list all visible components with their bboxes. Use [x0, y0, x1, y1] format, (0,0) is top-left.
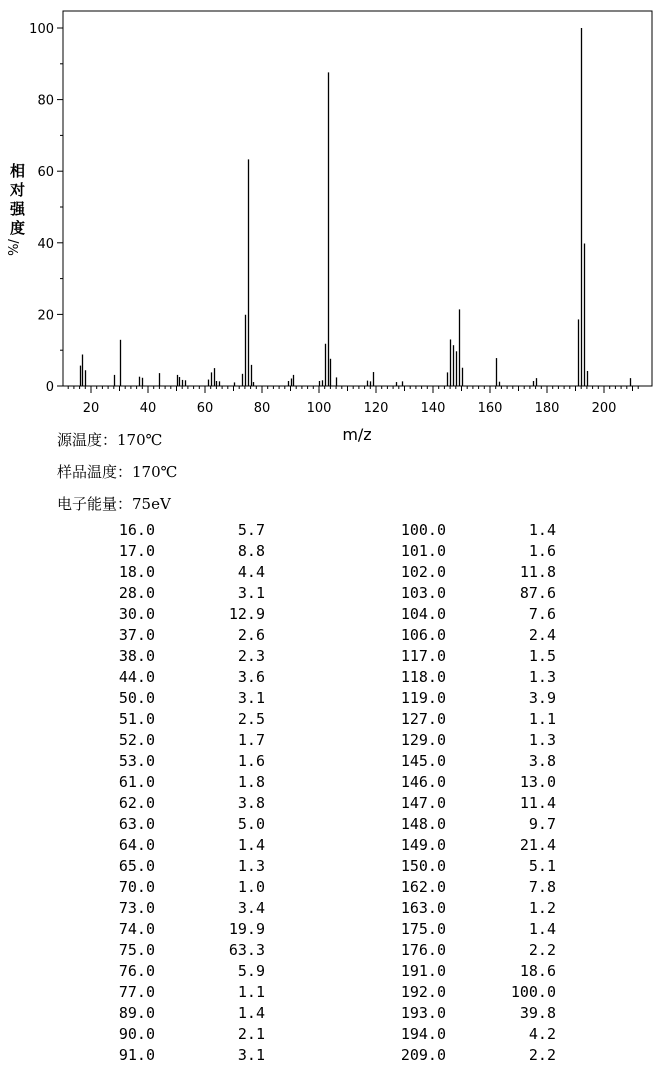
intensity-cell: 39.8 — [519, 1004, 556, 1022]
peak-table-row — [0, 835, 667, 856]
mz-cell: 209.0 — [400, 1046, 446, 1064]
y-axis-label-char: 对 — [10, 181, 26, 199]
intensity-cell: 1.1 — [528, 710, 556, 728]
mz-cell: 150.0 — [400, 857, 446, 875]
mz-cell: 106.0 — [400, 626, 446, 644]
mz-cell: 73.0 — [118, 899, 155, 917]
intensity-cell: 87.6 — [519, 584, 556, 602]
y-axis-unit: %/ — [6, 239, 22, 256]
mz-cell: 50.0 — [118, 689, 155, 707]
mz-cell: 102.0 — [400, 563, 446, 581]
mz-cell: 192.0 — [400, 983, 446, 1001]
peak-table-row — [0, 667, 667, 688]
intensity-cell: 8.8 — [237, 542, 265, 560]
mz-cell: 146.0 — [400, 773, 446, 791]
electron-energy-value: 75eV — [132, 495, 171, 513]
mz-cell: 53.0 — [118, 752, 155, 770]
intensity-cell: 2.1 — [237, 1025, 265, 1043]
x-axis-ticks — [68, 386, 638, 416]
y-tick-label: 80 — [37, 93, 54, 109]
x-axis-label: m/z — [342, 425, 372, 444]
peak-table-row — [0, 709, 667, 730]
intensity-cell: 13.0 — [519, 773, 556, 791]
y-tick-label: 0 — [45, 380, 54, 395]
intensity-cell: 18.6 — [519, 962, 556, 980]
peak-table-row — [0, 772, 667, 793]
sample-temperature-value: 170℃ — [132, 463, 178, 481]
mz-cell: 193.0 — [400, 1004, 446, 1022]
intensity-cell: 11.8 — [519, 563, 556, 581]
intensity-cell: 5.9 — [237, 962, 265, 980]
mz-cell: 101.0 — [400, 542, 446, 560]
peak-table-row — [0, 1045, 667, 1066]
electron-energy-label: 电子能量： — [57, 495, 133, 513]
peak-table-row — [0, 541, 667, 562]
x-tick-label: 160 — [477, 401, 503, 416]
intensity-cell: 100.0 — [510, 983, 556, 1001]
mz-cell: 104.0 — [400, 605, 446, 623]
mz-cell: 129.0 — [400, 731, 446, 749]
mz-cell: 76.0 — [118, 962, 155, 980]
peak-table-row — [0, 793, 667, 814]
intensity-cell: 1.4 — [528, 920, 556, 938]
source-temperature-label: 源温度： — [57, 431, 118, 449]
intensity-cell: 1.8 — [237, 773, 265, 791]
intensity-cell: 2.6 — [237, 626, 265, 644]
peak-table-row — [0, 982, 667, 1003]
mz-cell: 70.0 — [118, 878, 155, 896]
intensity-cell: 1.7 — [237, 731, 265, 749]
peak-table-row — [0, 688, 667, 709]
intensity-cell: 3.9 — [528, 689, 556, 707]
mz-cell: 62.0 — [118, 794, 155, 812]
mz-cell: 176.0 — [400, 941, 446, 959]
intensity-cell: 1.4 — [237, 1004, 265, 1022]
peak-table-row — [0, 919, 667, 940]
intensity-cell: 5.0 — [237, 815, 265, 833]
peak-table-row — [0, 898, 667, 919]
x-tick-label: 60 — [196, 401, 214, 416]
intensity-cell: 7.6 — [528, 605, 556, 623]
mz-cell: 61.0 — [118, 773, 155, 791]
intensity-cell: 1.1 — [237, 983, 265, 1001]
intensity-cell: 2.2 — [528, 1046, 556, 1064]
intensity-cell: 1.4 — [237, 836, 265, 854]
sample-temperature — [57, 461, 177, 482]
mz-cell: 90.0 — [118, 1025, 155, 1043]
mz-cell: 64.0 — [118, 836, 155, 854]
intensity-cell: 7.8 — [528, 878, 556, 896]
intensity-cell: 1.4 — [528, 521, 556, 539]
mz-cell: 162.0 — [400, 878, 446, 896]
spectrum-peaks — [81, 28, 631, 386]
intensity-cell: 5.7 — [237, 521, 265, 539]
x-tick-label: 100 — [306, 401, 332, 416]
intensity-cell: 2.3 — [237, 647, 265, 665]
mz-cell: 89.0 — [118, 1004, 155, 1022]
mz-cell: 175.0 — [400, 920, 446, 938]
intensity-cell: 1.0 — [237, 878, 265, 896]
x-tick-label: 180 — [534, 401, 560, 416]
intensity-cell: 1.3 — [528, 668, 556, 686]
x-tick-label: 200 — [591, 401, 617, 416]
y-tick-label: 40 — [37, 236, 54, 252]
y-axis-ticks — [29, 22, 63, 395]
mz-cell: 191.0 — [400, 962, 446, 980]
mz-cell: 117.0 — [400, 647, 446, 665]
intensity-cell: 1.2 — [528, 899, 556, 917]
intensity-cell: 19.9 — [228, 920, 265, 938]
y-axis-label-char: 相 — [10, 162, 26, 180]
peak-table-row — [0, 646, 667, 667]
y-axis-label — [10, 162, 28, 238]
mz-cell: 16.0 — [118, 521, 155, 539]
intensity-cell: 3.1 — [237, 1046, 265, 1064]
intensity-cell: 4.4 — [237, 563, 265, 581]
intensity-cell: 1.6 — [528, 542, 556, 560]
mz-cell: 77.0 — [118, 983, 155, 1001]
mz-cell: 74.0 — [118, 920, 155, 938]
mz-cell: 51.0 — [118, 710, 155, 728]
x-tick-label: 140 — [420, 401, 446, 416]
mz-cell: 127.0 — [400, 710, 446, 728]
mz-cell: 145.0 — [400, 752, 446, 770]
peak-table-row — [0, 1003, 667, 1024]
intensity-cell: 2.5 — [237, 710, 265, 728]
peak-table-row — [0, 877, 667, 898]
mz-cell: 148.0 — [400, 815, 446, 833]
peak-table-row — [0, 751, 667, 772]
x-tick-label: 120 — [363, 401, 389, 416]
intensity-cell: 21.4 — [519, 836, 556, 854]
mass-spectrum-chart — [0, 0, 667, 450]
mz-cell: 149.0 — [400, 836, 446, 854]
x-tick-label: 80 — [253, 401, 271, 416]
mz-cell: 75.0 — [118, 941, 155, 959]
mz-cell: 194.0 — [400, 1025, 446, 1043]
peak-table-row — [0, 562, 667, 583]
mz-cell: 37.0 — [118, 626, 155, 644]
intensity-cell: 9.7 — [528, 815, 556, 833]
y-tick-label: 20 — [37, 308, 54, 324]
intensity-cell: 2.2 — [528, 941, 556, 959]
mz-cell: 91.0 — [118, 1046, 155, 1064]
mz-cell: 28.0 — [118, 584, 155, 602]
mz-cell: 147.0 — [400, 794, 446, 812]
mz-cell: 18.0 — [118, 563, 155, 581]
mz-cell: 118.0 — [400, 668, 446, 686]
x-tick-label: 20 — [82, 401, 100, 416]
source-temperature-value: 170℃ — [117, 431, 163, 449]
peak-table-row — [0, 520, 667, 541]
peak-table-row — [0, 1024, 667, 1045]
mz-cell: 163.0 — [400, 899, 446, 917]
intensity-cell: 1.3 — [528, 731, 556, 749]
peak-table-row — [0, 814, 667, 835]
intensity-cell: 3.6 — [237, 668, 265, 686]
electron-energy — [57, 493, 171, 514]
mz-cell: 38.0 — [118, 647, 155, 665]
mz-cell: 52.0 — [118, 731, 155, 749]
y-axis-label-char: 强 — [10, 200, 26, 218]
sample-temperature-label: 样品温度： — [57, 463, 133, 481]
intensity-cell: 5.1 — [528, 857, 556, 875]
plot-frame — [63, 11, 652, 386]
mz-cell: 30.0 — [118, 605, 155, 623]
y-tick-label: 100 — [29, 22, 54, 37]
peak-table-row — [0, 961, 667, 982]
intensity-cell: 12.9 — [228, 605, 265, 623]
mz-cell: 65.0 — [118, 857, 155, 875]
mz-cell: 119.0 — [400, 689, 446, 707]
peak-table-row — [0, 625, 667, 646]
x-tick-label: 40 — [139, 401, 157, 416]
source-temperature — [57, 429, 162, 450]
peak-table-row — [0, 856, 667, 877]
mz-cell: 44.0 — [118, 668, 155, 686]
mz-cell: 63.0 — [118, 815, 155, 833]
intensity-cell: 3.8 — [237, 794, 265, 812]
peak-table-row — [0, 583, 667, 604]
intensity-cell: 1.3 — [237, 857, 265, 875]
peak-table-row — [0, 730, 667, 751]
intensity-cell: 63.3 — [228, 941, 265, 959]
peak-table-row — [0, 604, 667, 625]
intensity-cell: 3.8 — [528, 752, 556, 770]
intensity-cell: 3.1 — [237, 689, 265, 707]
y-axis-label-char: 度 — [10, 219, 26, 237]
intensity-cell: 4.2 — [528, 1025, 556, 1043]
peak-table-row — [0, 940, 667, 961]
mz-cell: 17.0 — [118, 542, 155, 560]
intensity-cell: 1.6 — [237, 752, 265, 770]
intensity-cell: 2.4 — [528, 626, 556, 644]
mz-cell: 100.0 — [400, 521, 446, 539]
mz-cell: 103.0 — [400, 584, 446, 602]
intensity-cell: 11.4 — [519, 794, 556, 812]
intensity-cell: 3.4 — [237, 899, 265, 917]
intensity-cell: 1.5 — [528, 647, 556, 665]
y-tick-label: 60 — [37, 165, 54, 181]
intensity-cell: 3.1 — [237, 584, 265, 602]
